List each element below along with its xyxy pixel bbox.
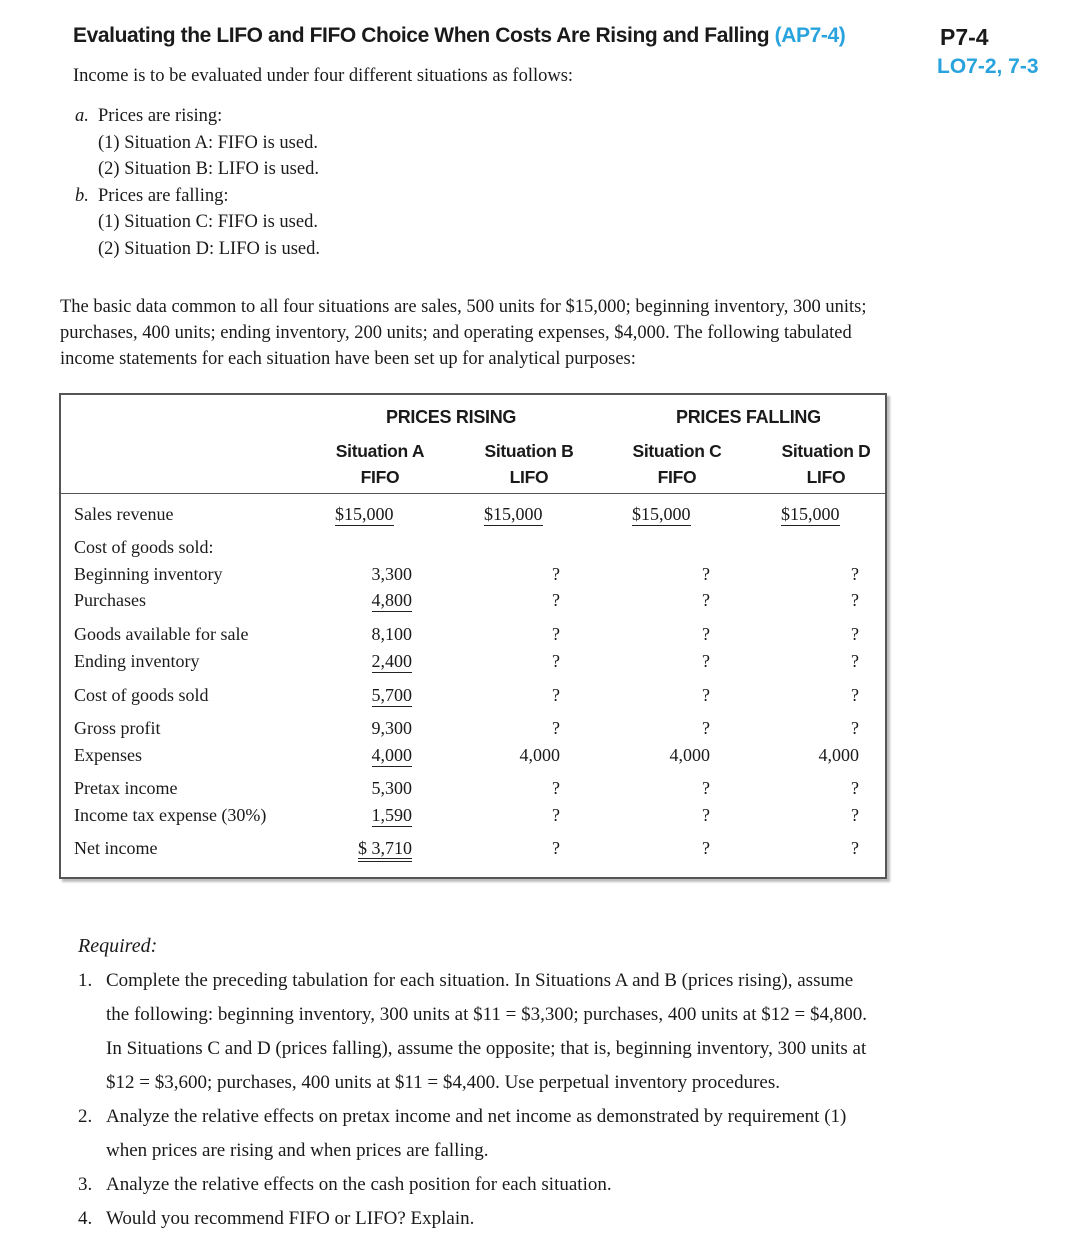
col-c-method: FIFO: [657, 467, 697, 487]
col-c-situation: Situation C: [632, 441, 722, 461]
cell-beginning-d: ?: [851, 564, 859, 584]
cell-net-b: ?: [552, 838, 560, 858]
cell-sales-b: $15,000: [484, 504, 543, 524]
group-prices-rising: PRICES RISING: [386, 407, 517, 427]
cell-beginning-a: 3,300: [371, 564, 412, 584]
req-1-number: 1.: [78, 970, 93, 991]
row-label-ending: Ending inventory: [74, 651, 200, 671]
req-3-number: 3.: [78, 1174, 93, 1195]
req-3-line-1: Analyze the relative effects on the cash position for each situation.: [106, 1174, 612, 1195]
row-label-purchases: Purchases: [74, 590, 146, 610]
cell-tax-d: ?: [851, 805, 859, 825]
col-b-method: LIFO: [509, 467, 549, 487]
row-label-pretax: Pretax income: [74, 778, 178, 798]
req-4-line-1: Would you recommend FIFO or LIFO? Explain.: [106, 1208, 475, 1229]
list-label-a: Prices are rising:: [98, 106, 223, 126]
cell-purchases-d: ?: [851, 590, 859, 610]
table-header-rule: [61, 493, 887, 494]
row-label-beginning: Beginning inventory: [74, 564, 223, 584]
cell-cogs-a: 5,700: [371, 685, 412, 705]
req-2-line-1: Analyze the relative effects on pretax income and net income as demonstrated by requirement (1): [106, 1106, 847, 1127]
learning-objectives: LO7-2, 7-3: [937, 55, 1039, 78]
list-item-b2: (2) Situation D: LIFO is used.: [98, 239, 320, 259]
problem-number: P7-4: [940, 24, 989, 50]
col-b-situation: Situation B: [484, 441, 574, 461]
problem-title: [73, 24, 845, 48]
cell-tax-a: 1,590: [371, 805, 412, 825]
cell-gross-c: ?: [702, 718, 710, 738]
cell-available-d: ?: [851, 624, 859, 644]
req-1-line-2: the following: beginning inventory, 300 units at $11 = $3,300; purchases, 400 units at $12 = $4,800.: [106, 1004, 867, 1025]
cell-cogs-d: ?: [851, 685, 859, 705]
cell-pretax-b: ?: [552, 778, 560, 798]
cell-net-d: ?: [851, 838, 859, 858]
req-2-number: 2.: [78, 1106, 93, 1127]
cell-cogs-c: ?: [702, 685, 710, 705]
cell-tax-b: ?: [552, 805, 560, 825]
list-item-b1: (1) Situation C: FIFO is used.: [98, 212, 318, 232]
cell-sales-c: $15,000: [632, 504, 691, 524]
cell-available-b: ?: [552, 624, 560, 644]
req-2-line-2: when prices are rising and when prices are falling.: [106, 1140, 489, 1161]
row-label-cogs: Cost of goods sold: [74, 685, 209, 705]
cell-ending-c: ?: [702, 651, 710, 671]
cell-gross-a: 9,300: [371, 718, 412, 738]
cell-ending-b: ?: [552, 651, 560, 671]
row-label-available: Goods available for sale: [74, 624, 249, 644]
cell-available-c: ?: [702, 624, 710, 644]
cell-tax-c: ?: [702, 805, 710, 825]
req-4-number: 4.: [78, 1208, 93, 1229]
row-label-net: Net income: [74, 838, 158, 858]
cell-ending-d: ?: [851, 651, 859, 671]
cell-purchases-b: ?: [552, 590, 560, 610]
required-title: Required:: [78, 935, 158, 957]
req-1-line-4: $12 = $3,600; purchases, 400 units at $11 = $4,400. Use perpetual inventory procedures.: [106, 1072, 780, 1093]
cell-sales-d: $15,000: [781, 504, 840, 524]
col-a-method: FIFO: [360, 467, 400, 487]
col-d-situation: Situation D: [781, 441, 871, 461]
req-1-line-1: Complete the preceding tabulation for each situation. In Situations A and B (prices rising), assume: [106, 970, 854, 991]
cell-net-c: ?: [702, 838, 710, 858]
row-label-gross: Gross profit: [74, 718, 161, 738]
cell-purchases-a: 4,800: [371, 590, 412, 610]
title-text: Evaluating the LIFO and FIFO Choice When Costs Are Rising and Falling: [73, 24, 770, 47]
cell-beginning-c: ?: [702, 564, 710, 584]
col-d-method: LIFO: [806, 467, 846, 487]
cell-gross-b: ?: [552, 718, 560, 738]
list-marker-b: b.: [75, 186, 89, 206]
cell-pretax-d: ?: [851, 778, 859, 798]
req-1-line-3: In Situations C and D (prices falling), assume the opposite; that is, beginning inventory, 300 units at: [106, 1038, 867, 1059]
row-label-cogs-header: Cost of goods sold:: [74, 537, 214, 557]
cell-net-a: $ 3,710: [358, 838, 412, 862]
cell-beginning-b: ?: [552, 564, 560, 584]
list-item-a2: (2) Situation B: LIFO is used.: [98, 159, 319, 179]
cell-expenses-d: 4,000: [818, 745, 859, 765]
cell-pretax-c: ?: [702, 778, 710, 798]
title-reference: (AP7-4): [774, 24, 846, 47]
basic-data-paragraph: The basic data common to all four situations are sales, 500 units for $15,000; beginning inventory, 300 units; purchases, 400 units; ending inventory, 200 units; and operating expenses, $4,000. The following tabulated income statements for each situation have been set up for analytical purposes:: [60, 297, 867, 369]
list-marker-a: a.: [75, 106, 89, 126]
intro-text: Income is to be evaluated under four different situations as follows:: [73, 66, 574, 86]
cell-cogs-b: ?: [552, 685, 560, 705]
row-label-sales: Sales revenue: [74, 504, 174, 524]
cell-sales-a: $15,000: [335, 504, 394, 524]
row-label-expenses: Expenses: [74, 745, 142, 765]
cell-gross-d: ?: [851, 718, 859, 738]
cell-ending-a: 2,400: [371, 651, 412, 671]
list-label-b: Prices are falling:: [98, 186, 229, 206]
cell-pretax-a: 5,300: [371, 778, 412, 798]
row-label-tax: Income tax expense (30%): [74, 805, 267, 825]
cell-purchases-c: ?: [702, 590, 710, 610]
list-item-a1: (1) Situation A: FIFO is used.: [98, 133, 318, 153]
cell-expenses-b: 4,000: [519, 745, 560, 765]
col-a-situation: Situation A: [335, 441, 425, 461]
group-prices-falling: PRICES FALLING: [676, 407, 821, 427]
cell-expenses-c: 4,000: [669, 745, 710, 765]
cell-expenses-a: 4,000: [371, 745, 412, 765]
cell-available-a: 8,100: [371, 624, 412, 644]
